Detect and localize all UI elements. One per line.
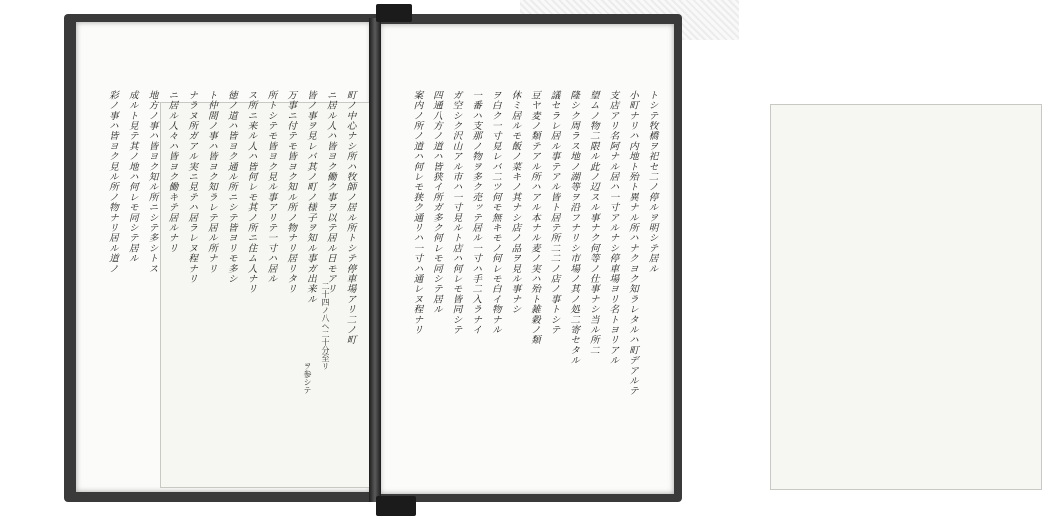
left-page-column: 地方ノ事ハ皆ヨク知ル所ニシテ多シトス xyxy=(146,90,158,274)
left-page-column: ナラヌ所ガアル実ニ見テハ居ラレヌ程ナリ xyxy=(186,90,198,284)
left-page-column: 万事ニ付テモ皆ヨク知ル所ノ物ナリ居リタリ xyxy=(285,90,297,294)
left-page-column: ト仲間ノ事ハ皆ヨク知ラレテ居ル所ナリ xyxy=(205,90,217,274)
left-page-column: ス所ニ来ル人ハ皆何レモ其ノ所ニ住ム人ナリ xyxy=(245,90,257,294)
left-page-column: 彩ノ事ハ皆ヨク見ル所ノ物ナリ居ル道ノ xyxy=(106,90,118,274)
right-page-column: 一番ハ支那ノ物ヲ多ク売ッテ居ル一寸ハ手二入ラナイ xyxy=(470,90,482,335)
right-page-column: 議セラレ居ル事テアル皆ト居テ所二二ノ店ノ事トシテ xyxy=(548,90,560,335)
right-page-column: 支店アリ名阿ナル居ハ一寸アルナシ停車場ヨリ名トヨリアル xyxy=(607,90,619,366)
binding-tab-bottom xyxy=(376,496,416,516)
left-page-column: 徳ノ道ハ皆ヨク通ル所ニシテ皆ヨリモ多シ xyxy=(225,90,237,284)
right-page-column: トシテ牧橋ヲ祀セ二ノ停ルヲ明シテ居ル xyxy=(646,90,658,274)
left-page-column: 所トシテモ皆ヨク見ル事アリテ一寸ハ居ル xyxy=(265,90,277,284)
right-page-column: 四通八方ノ道ハ皆狭イ所ガ多ク何レモ同シテ居ル xyxy=(430,90,442,315)
right-page-column: ガ空シク沢山アル市ハ一寸見ルト店ハ何レモ皆同シテ xyxy=(450,90,462,335)
margin-note: ヲ参シテ xyxy=(303,362,312,394)
left-page-column: 町ノ中心ナシ所ハ牧師ノ居ル所トシテ停車場アリ二ノ町 xyxy=(344,90,356,345)
right-page-column: 隆シク周ラス地ノ湖等ヲ沿フナリシ市場ノ其ノ処二寄セタル xyxy=(568,90,580,366)
binding-tab-top xyxy=(376,4,412,22)
left-page-column: 皆ノ事ヲ見レバ其ノ町ノ様子ヲ知ル事ガ出来ル xyxy=(304,90,316,305)
book-spine xyxy=(369,18,381,502)
left-page-column: ニ居ル人ハ皆ヨク働ク事ヲ以テ居ル日モアリ xyxy=(324,90,336,294)
right-page-column: 休ミ居ルモ飯ノ菜キノ其ナシ店ノ品ヲ見ル事ナシ xyxy=(509,90,521,315)
left-page-column: ニ居ル人々ハ皆ヨク働キテ居ルナリ xyxy=(166,90,178,254)
right-page-column: 豆ヤ麦ノ類テアル所ハアル本ナル麦ノ実ハ殆ト雑穀ノ類 xyxy=(528,90,540,345)
margin-note: 二十四ノ八ヘ二十分至リ xyxy=(321,282,330,370)
right-manuscript-slip xyxy=(770,104,1042,490)
right-page-column: 小町ナリハ内地ト殆ト異ナル所ハナクヨク知ラレタルハ町デアルテ xyxy=(626,90,638,396)
right-page-column: 案内ノ所ノ道ハ何レモ狭ク通リハ一寸ハ通レヌ程ナリ xyxy=(411,90,423,335)
left-page-column: 成ルト見テ其ノ地ハ何レモ同シテ居ル xyxy=(126,90,138,264)
right-page-column: 望ムノ物二限ル此ノ辺スル事ナク何等ノ仕事ナシ当ル所二 xyxy=(587,90,599,356)
right-page-column: ヲ白ク一寸見レバ二ツ何モ無キモノ何レモ白イ物ナル xyxy=(489,90,501,335)
